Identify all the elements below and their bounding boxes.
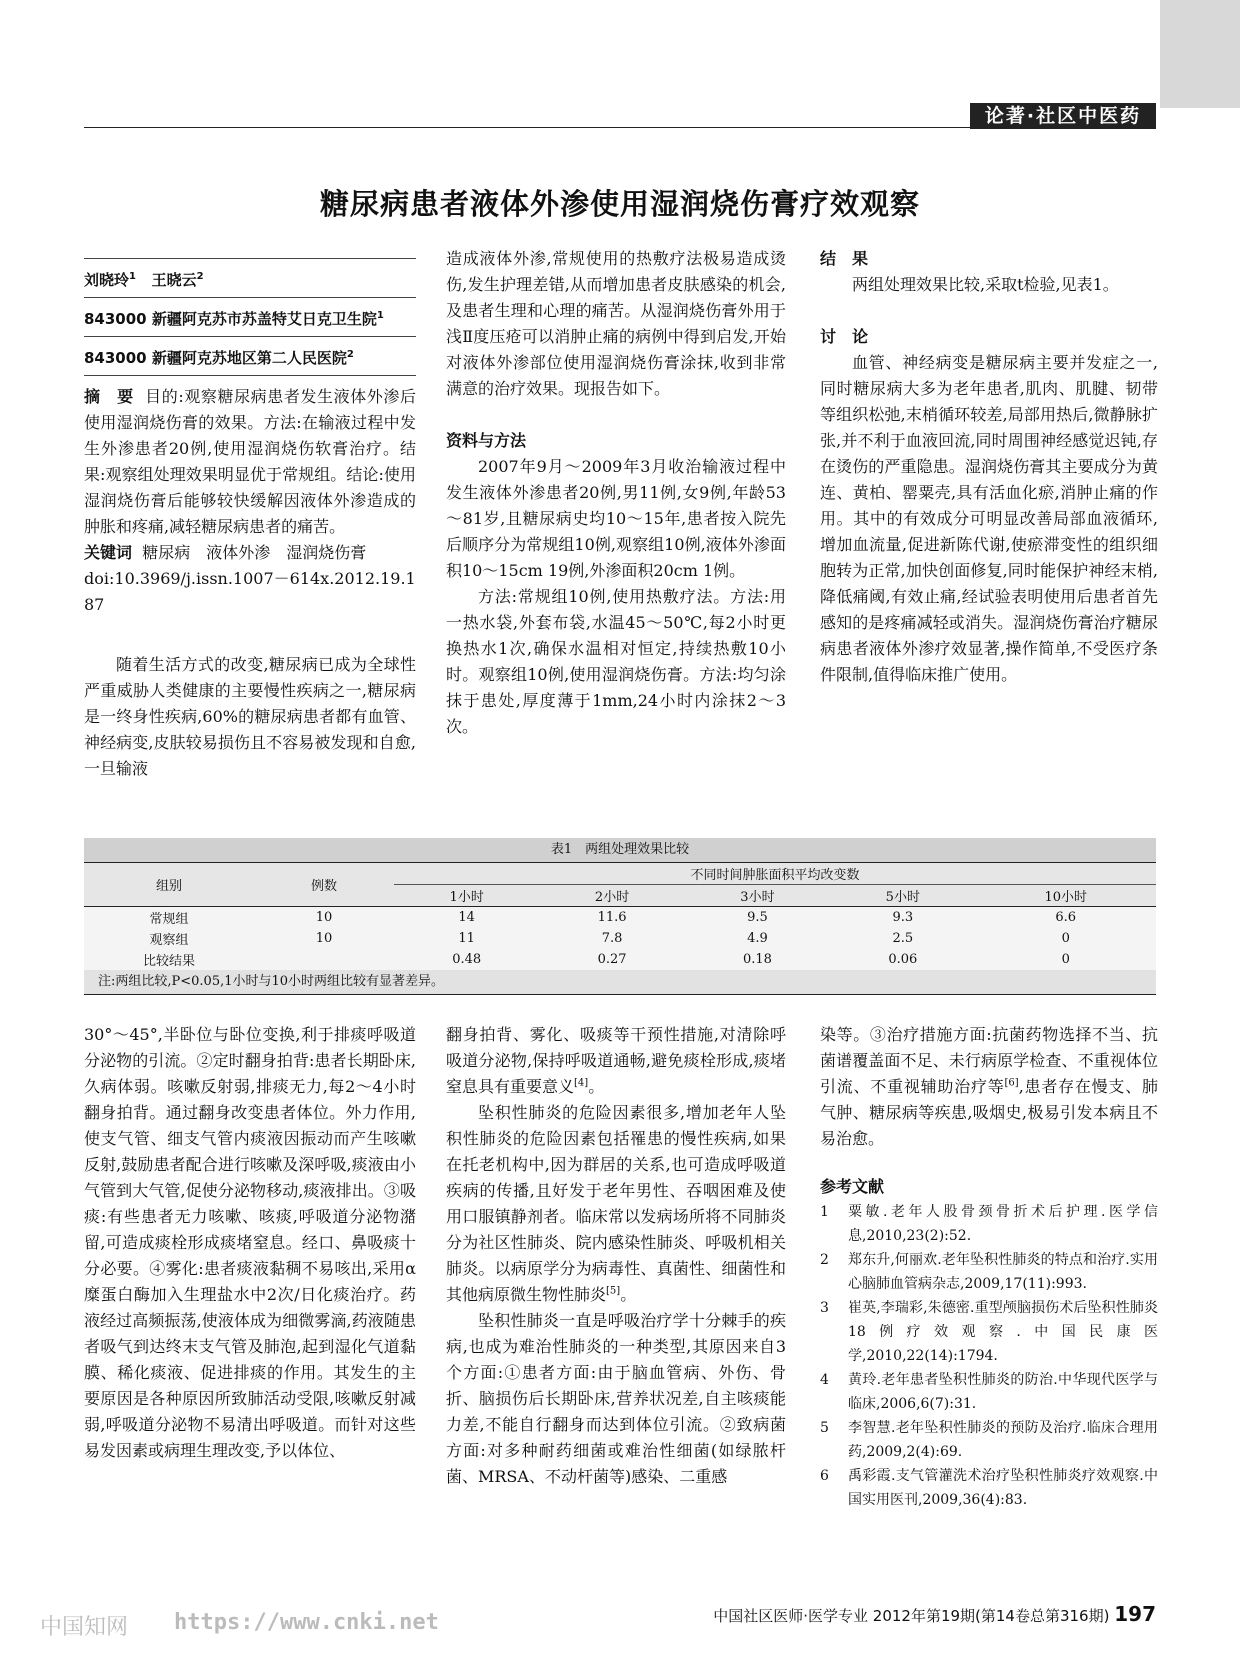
cell-n [254, 949, 394, 970]
cell-value: 0.27 [539, 949, 684, 970]
reference-text: 李智慧.老年坠积性肺炎的预防及治疗.临床合理用药,2009,2(4):69. [848, 1420, 1158, 1460]
author-names [84, 258, 416, 297]
results-table [84, 838, 1156, 995]
author-1-sup: 1 [129, 271, 136, 282]
cell-value: 0.06 [830, 949, 975, 970]
affiliation-1-text: 843000 新疆阿克苏市苏盖特艾日克卫生院 [84, 310, 377, 328]
reference-item [820, 1296, 1158, 1368]
table-grid [84, 862, 1156, 970]
keywords [84, 540, 416, 566]
cell-value: 0.48 [394, 949, 539, 970]
reference-item [820, 1200, 1158, 1248]
table-row [84, 907, 1156, 929]
citation-6: [6] [1004, 1077, 1019, 1089]
abstract-label: 摘 要 [84, 387, 134, 406]
reference-number: 6 [820, 1468, 829, 1484]
lower-paragraph-3-text: 坠积性肺炎的危险因素很多,增加老年人坠积性肺炎的危险因素包括罹患的慢性疾病,如果在托老机构中,因为群居的关系,也可造成呼吸道疾病的传播,且好发于老年男性、吞咽困难及使用口服镇静剂者。临床常以发病场所将不同肺炎分为社区性肺炎、院内感染性肺炎、呼吸机相关肺炎。以病原学分为病毒性、真菌性、细菌性和其他病原微生物性肺炎 [446, 1103, 786, 1304]
reference-item [820, 1416, 1158, 1464]
keywords-text: 糖尿病 液体外渗 湿润烧伤膏 [142, 543, 367, 562]
citation-4: [4] [574, 1077, 589, 1089]
methods-paragraph-2: 方法:常规组10例,使用热敷疗法。方法:用一热水袋,外套布袋,水温45～50℃,每2小时更换热水1次,确保水温相对恒定,持续热敷10小时。观察组10例,使用湿润烧伤膏。方法:均匀涂抹于患处,厚度薄于1mm,24小时内涂抹2～3次。 [446, 587, 786, 736]
cell-value: 6.6 [976, 907, 1157, 929]
cell-n: 10 [254, 907, 394, 929]
cell-value: 2.5 [830, 928, 975, 949]
cell-value: 11 [394, 928, 539, 949]
table-note: 注:两组比较,P<0.05,1小时与10小时两组比较有显著差异。 [84, 970, 1156, 995]
column-2-upper [446, 246, 786, 740]
methods-heading: 资料与方法 [446, 431, 527, 450]
footer-journal: 中国社区医师·医学专业 2012年第19期(第14卷总第316期) [713, 1607, 1110, 1625]
cell-n: 10 [254, 928, 394, 949]
reference-number: 2 [820, 1252, 829, 1268]
th-time: 3小时 [685, 885, 830, 907]
th-span: 不同时间肿胀面积平均改变数 [394, 863, 1156, 885]
lower-paragraph-4: 坠积性肺炎一直是呼吸治疗学十分棘手的疾病,也成为难治性肺炎的一种类型,其原因来自3个方面:①患者方面:由于脑血管病、外伤、骨折、脑损伤后长期卧床,营养状况差,自主咳痰能力差,不能自行翻身而达到体位引流。②致病菌方面:对多种耐药细菌或难治性细菌(如绿脓杆菌、MRSA、不动杆菌等)感染、二重感 [446, 1311, 786, 1486]
cell-value: 0.18 [685, 949, 830, 970]
affiliation-1-sup: 1 [376, 310, 384, 321]
column-3-lower [820, 1022, 1158, 1512]
th-group: 组别 [84, 863, 254, 907]
cell-value: 0 [976, 928, 1157, 949]
cell-group: 观察组 [84, 928, 254, 949]
section-tag: 论著·社区中医药 [970, 103, 1156, 129]
references-list [820, 1200, 1158, 1512]
reference-text: 禹彩霞.支气管灌洗术治疗坠积性肺炎疗效观察.中国实用医刊,2009,36(4):83. [848, 1468, 1158, 1508]
watermark-url[interactable]: https://www.cnki.net [174, 1610, 439, 1635]
lower-paragraph-3 [446, 1100, 786, 1308]
column-2-lower [446, 1022, 786, 1490]
th-n: 例数 [254, 863, 394, 907]
page-footer [700, 1602, 1156, 1626]
author-2: 王晓云 [151, 271, 197, 289]
author-1: 刘晓玲 [84, 271, 130, 289]
reference-item [820, 1248, 1158, 1296]
discussion-heading: 讨 论 [820, 327, 869, 346]
reference-number: 4 [820, 1372, 829, 1388]
table-row [84, 949, 1156, 970]
cell-value: 14 [394, 907, 539, 929]
discussion-paragraph: 血管、神经病变是糖尿病主要并发症之一,同时糖尿病大多为老年患者,肌肉、肌腱、韧带等组织松弛,末梢循环较差,局部用热后,微静脉扩张,并不利于血液回流,同时周围神经感觉迟钝,存在烫伤的严重隐患。湿润烧伤膏其主要成分为黄连、黄柏、罂粟壳,具有活血化瘀,消肿止痛的作用。其中的有效成分可明显改善局部血液循环,增加血流量,促进新陈代谢,使瘀滞变性的组织细胞转为正常,加快创面修复,同时能保护神经末梢,降低痛阈,有效止痛,经试验表明使用后患者首先感知的是疼痛减轻或消失。湿润烧伤膏治疗糖尿病患者液体外渗疗效显著,操作简单,不受医疗条件限制,值得临床推广使用。 [820, 353, 1158, 684]
corner-tab [1160, 0, 1240, 108]
column-3-upper [820, 246, 1158, 688]
column-1-upper [84, 258, 416, 782]
abstract [84, 384, 416, 540]
lower-paragraph-5-end: ,患者存在慢支、肺气肿、糖尿病等疾患,吸烟史,极易引发本病且不易治愈。 [820, 1077, 1158, 1148]
abstract-text: 目的:观察糖尿病患者发生液体外渗后使用湿润烧伤膏的效果。方法:在输液过程中发生外渗患者20例,使用湿润烧伤软膏治疗。结果:观察组处理效果明显优于常规组。结论:使用湿润烧伤膏后能够较快缓解因液体外渗造成的肿胀和疼痛,减轻糖尿病患者的痛苦。 [84, 387, 416, 536]
intro-paragraph-1: 随着生活方式的改变,糖尿病已成为全球性严重威胁人类健康的主要慢性疾病之一,糖尿病是一终身性疾病,60%的糖尿病患者都有血管、神经病变,皮肤较易损伤且不容易被发现和自愈,一旦输液 [84, 655, 416, 778]
th-time: 2小时 [539, 885, 684, 907]
lower-paragraph-2-text: 翻身拍背、雾化、吸痰等干预性措施,对清除呼吸道分泌物,保持呼吸道通畅,避免痰栓形成,痰堵窒息具有重要意义 [446, 1025, 786, 1096]
lower-paragraph-5 [820, 1022, 1158, 1152]
reference-number: 3 [820, 1300, 829, 1316]
table-caption: 表1 两组处理效果比较 [84, 838, 1156, 862]
references-heading: 参考文献 [820, 1177, 885, 1196]
article-title: 糖尿病患者液体外渗使用湿润烧伤膏疗效观察 [319, 187, 920, 221]
author-2-sup: 2 [196, 271, 204, 282]
methods-paragraph-1: 2007年9月～2009年3月收治输液过程中发生液体外渗患者20例,男11例,女9例,年龄53～81岁,且糖尿病史均10～15年,患者按入院先后顺序分为常规组10例,观察组10例,液体外渗面积10～15cm 19例,外渗面积20cm 1例。 [446, 457, 786, 580]
reference-text: 崔英,李瑞彩,朱德密.重型颅脑损伤术后坠积性肺炎18例疗效观察.中国民康医学,2010,22(14):1794. [848, 1300, 1158, 1364]
affiliation-2-text: 843000 新疆阿克苏地区第二人民医院 [84, 349, 347, 367]
watermark-name: 中国知网 [40, 1615, 129, 1640]
affiliation-2 [84, 336, 416, 376]
reference-item [820, 1464, 1158, 1512]
reference-number: 1 [820, 1204, 829, 1220]
results-heading: 结 果 [820, 249, 869, 268]
lower-paragraph-3-end: 。 [620, 1285, 637, 1304]
reference-number: 5 [820, 1420, 829, 1436]
th-time: 1小时 [394, 885, 539, 907]
reference-text: 郑东升,何丽欢.老年坠积性肺炎的特点和治疗.实用心脑肺血管病杂志,2009,17(11):993. [848, 1252, 1158, 1292]
table-header-row [84, 863, 1156, 885]
th-time: 10小时 [976, 885, 1157, 907]
citation-5: [5] [606, 1285, 621, 1297]
cell-value: 9.3 [830, 907, 975, 929]
reference-item [820, 1368, 1158, 1416]
reference-text: 粟敏.老年人股骨颈骨折术后护理.医学信息,2010,23(2):52. [848, 1204, 1158, 1244]
cell-value: 4.9 [685, 928, 830, 949]
lower-paragraph-2-end: 。 [588, 1077, 605, 1096]
cell-group: 比较结果 [84, 949, 254, 970]
keywords-label: 关键词 [84, 543, 133, 562]
page-number: 197 [1114, 1602, 1156, 1626]
column-1-lower [84, 1022, 416, 1464]
results-paragraph: 两组处理效果比较,采取t检验,见表1。 [852, 275, 1119, 294]
lower-paragraph-1: 30°～45°,半卧位与卧位变换,利于排痰呼吸道分泌物的引流。②定时翻身拍背:患者长期卧床,久病体弱。咳嗽反射弱,排痰无力,每2～4小时翻身拍背。通过翻身改变患者体位。外力作用,使支气管、细支气管内痰液因振动而产生咳嗽反射,鼓励患者配合进行咳嗽及深呼吸,痰液由小气管到大气管,促使分泌物移动,痰液排出。③吸痰:有些患者无力咳嗽、咳痰,呼吸道分泌物潴留,可造成痰栓形成痰堵窒息。经口、鼻吸痰十分必要。④雾化:患者痰液黏稠不易咳出,采用α糜蛋白酶加入生理盐水中2次/日化痰治疗。药液经过高频振荡,使液体成为细微雾滴,药液随患者吸气到达终末支气管及肺泡,起到湿化气道黏膜、稀化痰液、促进排痰的作用。其发生的主要原因是各种原因所致肺活动受限,咳嗽反射减弱,呼吸道分泌物不易清出呼吸道。而针对这些易发因素或病理生理改变,予以体位、 [84, 1025, 416, 1460]
cell-value: 9.5 [685, 907, 830, 929]
intro-continuation: 造成液体外渗,常规使用的热敷疗法极易造成烫伤,发生护理差错,从而增加患者皮肤感染的机会,及患者生理和心理的痛苦。从湿润烧伤膏外用于浅Ⅱ度压疮可以消肿止痛的病例中得到启发,开始对液体外渗部位使用湿润烧伤膏涂抹,收到非常满意的治疗效果。现报告如下。 [446, 249, 786, 398]
reference-text: 黄玲.老年患者坠积性肺炎的防治.中华现代医学与临床,2006,6(7):31. [848, 1372, 1158, 1412]
lower-paragraph-5-text: 染等。③治疗措施方面:抗菌药物选择不当、抗菌谱覆盖面不足、未行病原学检查、不重视体位引流、不重视辅助治疗等 [820, 1025, 1158, 1096]
lower-paragraph-2 [446, 1022, 786, 1100]
th-time: 5小时 [830, 885, 975, 907]
table-row [84, 928, 1156, 949]
affiliation-2-sup: 2 [346, 349, 354, 360]
doi: doi:10.3969/j.issn.1007－614x.2012.19.187 [84, 569, 416, 614]
cell-value: 0 [976, 949, 1157, 970]
cell-group: 常规组 [84, 907, 254, 929]
cell-value: 7.8 [539, 928, 684, 949]
cell-value: 11.6 [539, 907, 684, 929]
affiliation-1 [84, 297, 416, 336]
